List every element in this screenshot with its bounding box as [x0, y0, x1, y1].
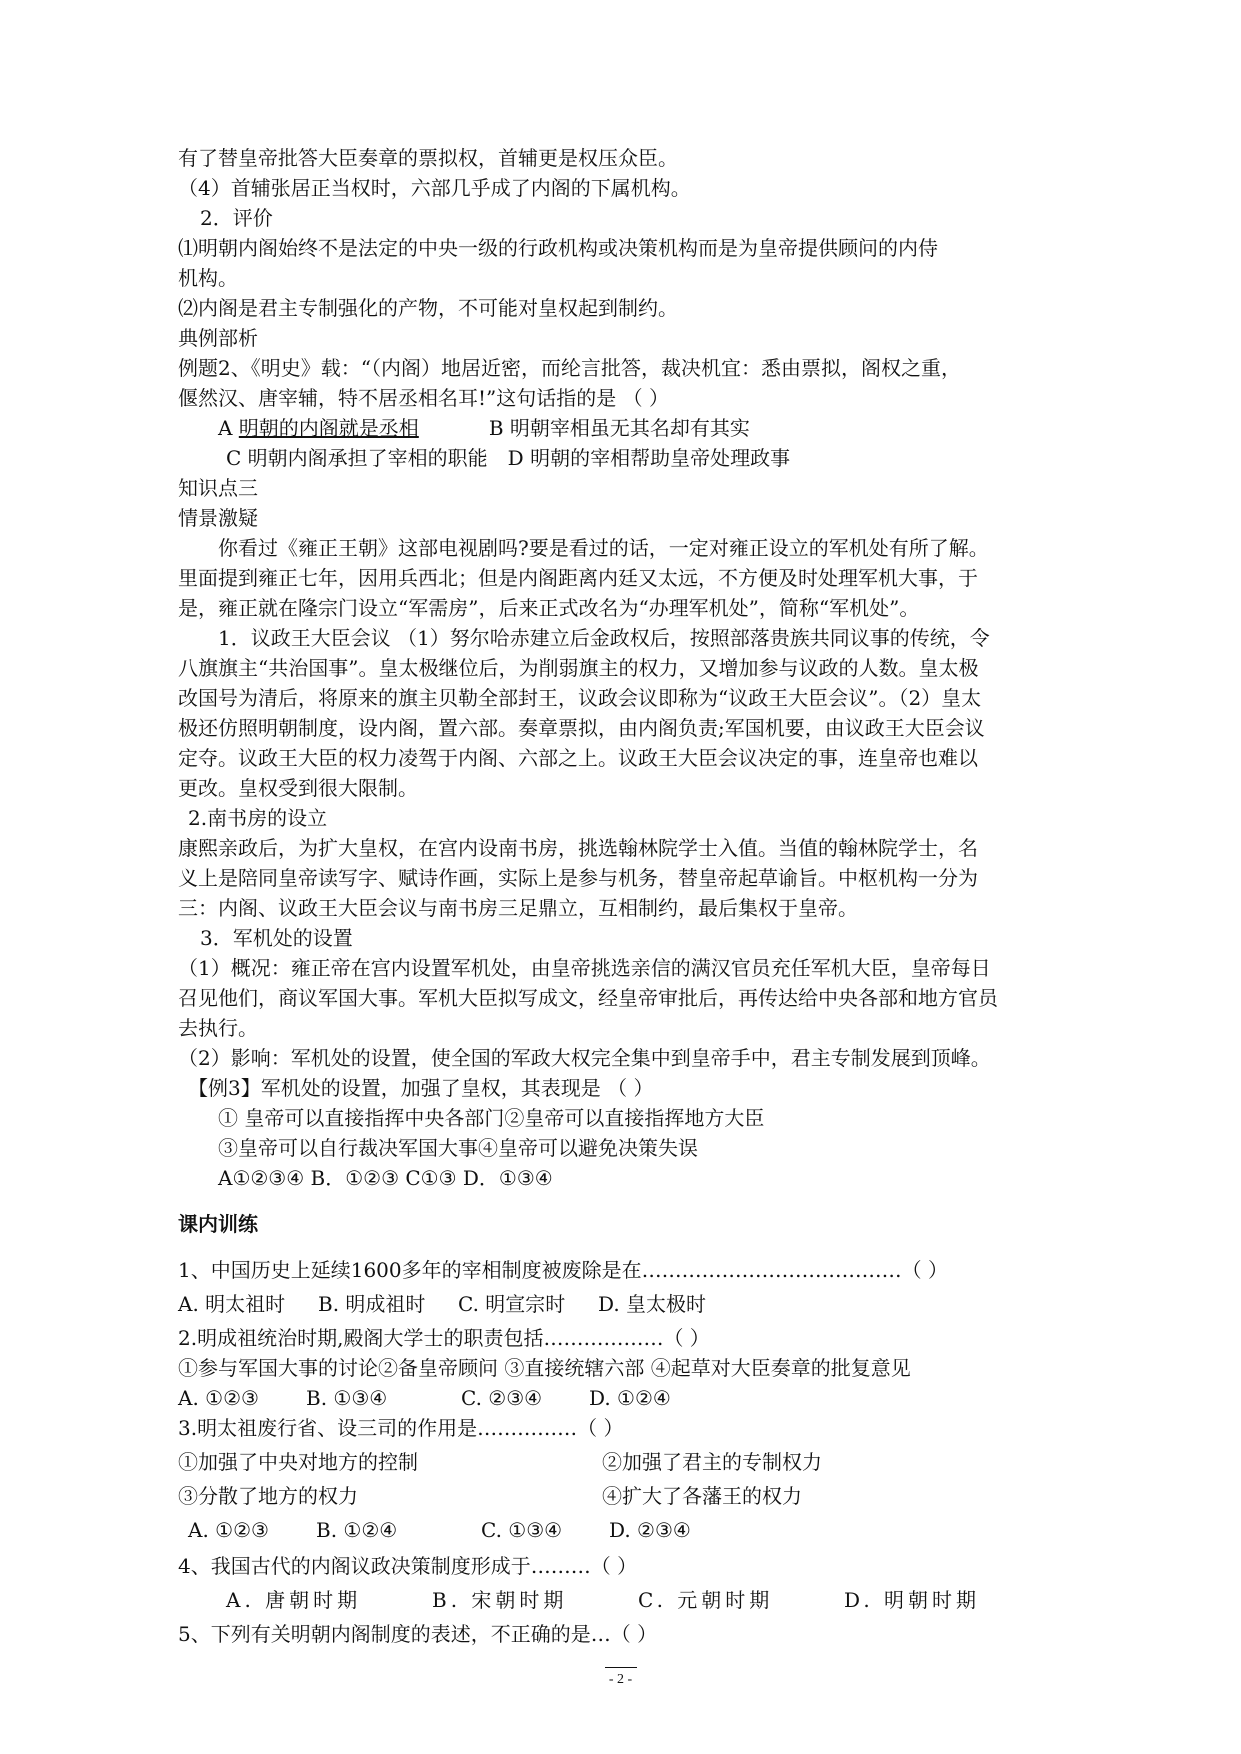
- text-line: 改国号为清后，将原来的旗主贝勒全部封王，议政会议即称为“议政王大臣会议”。（2）皇太: [178, 686, 982, 710]
- text-line: 定夺。议政王大臣的权力凌驾于内阁、六部之上。议政王大臣会议决定的事，连皇帝也难以: [178, 746, 978, 770]
- text-line: 八旗旗主“共治国事”。皇太极继位后，为削弱旗主的权力，又增加参与议政的人数。皇太极: [178, 656, 979, 680]
- question-2-items: ①参与军国大事的讨论②备皇帝顾问 ③直接统辖六部 ④起草对大臣奏章的批复意见: [178, 1356, 911, 1380]
- text-line: 有了替皇帝批答大臣奏章的票拟权，首辅更是权压众臣。: [178, 146, 678, 170]
- option-c: C. 元朝时期: [638, 1588, 774, 1612]
- question-3: 3.明太祖废行省、设三司的作用是……………（ ）: [178, 1416, 624, 1440]
- question-3-items-row1: [178, 1447, 1078, 1477]
- section-heading: 3．军机处的设置: [200, 926, 353, 950]
- example2-options-row1: [178, 413, 1078, 443]
- question-1-options: [178, 1289, 1078, 1319]
- option-d: D 明朝的宰相帮助皇帝处理政事: [507, 446, 791, 470]
- option-d: D. 皇太极时: [598, 1292, 707, 1316]
- text-line: 你看过《雍正王朝》这部电视剧吗?要是看过的话，一定对雍正设立的军机处有所了解。: [218, 536, 989, 560]
- text-line: 义上是陪同皇帝读写字、赋诗作画，实际上是参与机务，替皇帝起草谕旨。中枢机构一分为: [178, 866, 978, 890]
- example3-question: 【例3】军机处的设置，加强了皇权，其表现是 （ ）: [188, 1076, 654, 1100]
- text-line: ⑵内阁是君主专制强化的产物，不可能对皇权起到制约。: [178, 296, 678, 320]
- question-3-items-row2: [178, 1481, 1078, 1511]
- question-4-options: [178, 1585, 1078, 1615]
- text-line: （1）概况：雍正帝在宫内设置军机处，由皇帝挑选亲信的满汉官员充任军机大臣，皇帝每日: [178, 956, 991, 980]
- section-heading: 知识点三: [178, 476, 258, 500]
- option-a: A. 明太祖时: [178, 1292, 286, 1316]
- question-3-options: [178, 1515, 1078, 1545]
- text-line: 更改。皇权受到很大限制。: [178, 776, 418, 800]
- item-1: ①加强了中央对地方的控制: [178, 1450, 418, 1474]
- training-title: 课内训练: [178, 1212, 258, 1236]
- document-body: [178, 143, 1078, 1649]
- question-2-options: [178, 1383, 1078, 1413]
- option-c: C. ②③④: [461, 1386, 543, 1410]
- text-line: 机构。: [178, 266, 238, 290]
- question-2: 2.明成祖统治时期,殿阁大学士的职责包括………………（ ）: [178, 1326, 710, 1350]
- text-line: 三：内阁、议政王大臣会议与南书房三足鼎立，互相制约，最后集权于皇帝。: [178, 896, 858, 920]
- option-c: C 明朝内阁承担了宰相的职能: [226, 446, 488, 470]
- item-4: ④扩大了各藩王的权力: [602, 1484, 802, 1508]
- section-heading: 2．评价: [200, 206, 273, 230]
- question-5: 5、下列有关明朝内阁制度的表述，不正确的是…（ ）: [178, 1622, 658, 1646]
- option-b: B. 明成祖时: [318, 1292, 426, 1316]
- item-3: ③分散了地方的权力: [178, 1484, 358, 1508]
- option-a-prefix: A: [218, 416, 239, 440]
- text-line: 1．议政王大臣会议 （1）努尔哈赤建立后金政权后，按照部落贵族共同议事的传统，令: [218, 626, 990, 650]
- text-line: 康熙亲政后，为扩大皇权，在宫内设南书房，挑选翰林院学士入值。当值的翰林院学士，名: [178, 836, 978, 860]
- text-line: （2）影响：军机处的设置，使全国的军政大权完全集中到皇帝手中，君主专制发展到顶峰。: [178, 1046, 991, 1070]
- option-a: A. ①②③: [178, 1386, 259, 1410]
- section-heading: 情景激疑: [178, 506, 258, 530]
- text-line: ⑴明朝内阁始终不是法定的中央一级的行政机构或决策机构而是为皇帝提供顾问的内侍: [178, 236, 938, 260]
- example3-options: A①②③④ B．①②③ C①③ D．①③④: [218, 1166, 553, 1190]
- option-d: D. ①②④: [589, 1386, 671, 1410]
- text-line: 是，雍正就在隆宗门设立“军需房”，后来正式改名为“办理军机处”，简称“军机处”。: [178, 596, 920, 620]
- example3-items: ③皇帝可以自行裁决军国大事④皇帝可以避免决策失误: [218, 1136, 698, 1160]
- text-line: （4）首辅张居正当权时，六部几乎成了内阁的下属机构。: [178, 176, 691, 200]
- text-line: 里面提到雍正七年，因用兵西北；但是内阁距离内廷又太远，不方便及时处理军机大事，于: [178, 566, 978, 590]
- option-d: D. ②③④: [609, 1518, 691, 1542]
- option-d: D. 明朝时期: [844, 1588, 981, 1612]
- section-heading: 2.南书房的设立: [188, 806, 328, 830]
- option-b: B. 宋朝时期: [432, 1588, 568, 1612]
- item-2: ②加强了君主的专制权力: [602, 1450, 822, 1474]
- option-a: A. ①②③: [188, 1518, 269, 1542]
- question-1: 1、中国历史上延续1600多年的宰相制度被废除是在…………………………………（ ）: [178, 1258, 948, 1282]
- option-b: B 明朝宰相虽无其名却有其实: [488, 416, 750, 440]
- text-line: 去执行。: [178, 1016, 258, 1040]
- section-heading: 典例部析: [178, 326, 258, 350]
- text-line: 例题2、《明史》载：“（内阁）地居近密，而纶言批答，裁决机宜：悉由票拟，阁权之重，: [178, 356, 961, 380]
- option-b: B. ①③④: [306, 1386, 388, 1410]
- option-a: A. 唐朝时期: [226, 1588, 362, 1612]
- option-c: C. ①③④: [481, 1518, 563, 1542]
- page-number: - 2 -: [608, 1672, 633, 1687]
- example3-items: ① 皇帝可以直接指挥中央各部门②皇帝可以直接指挥地方大臣: [218, 1106, 765, 1130]
- question-4: 4、我国古代的内阁议政决策制度形成于………（ ）: [178, 1554, 638, 1578]
- option-b: B. ①②④: [316, 1518, 398, 1542]
- text-line: 召见他们，商议军国大事。军机大臣拟写成文，经皇帝审批后，再传达给中央各部和地方官员: [178, 986, 998, 1010]
- footer-rule: [605, 1667, 637, 1668]
- example2-options-row2: [178, 443, 1078, 473]
- text-line: 偃然汉、唐宰辅，特不居丞相名耳!”这句话指的是 （ ）: [178, 386, 669, 410]
- option-a-text: 明朝的内阁就是丞相: [238, 416, 419, 440]
- text-line: 极还仿照明朝制度，设内阁，置六部。奏章票拟，由内阁负责;军国机要，由议政王大臣会议: [178, 716, 985, 740]
- option-c: C. 明宣宗时: [458, 1292, 566, 1316]
